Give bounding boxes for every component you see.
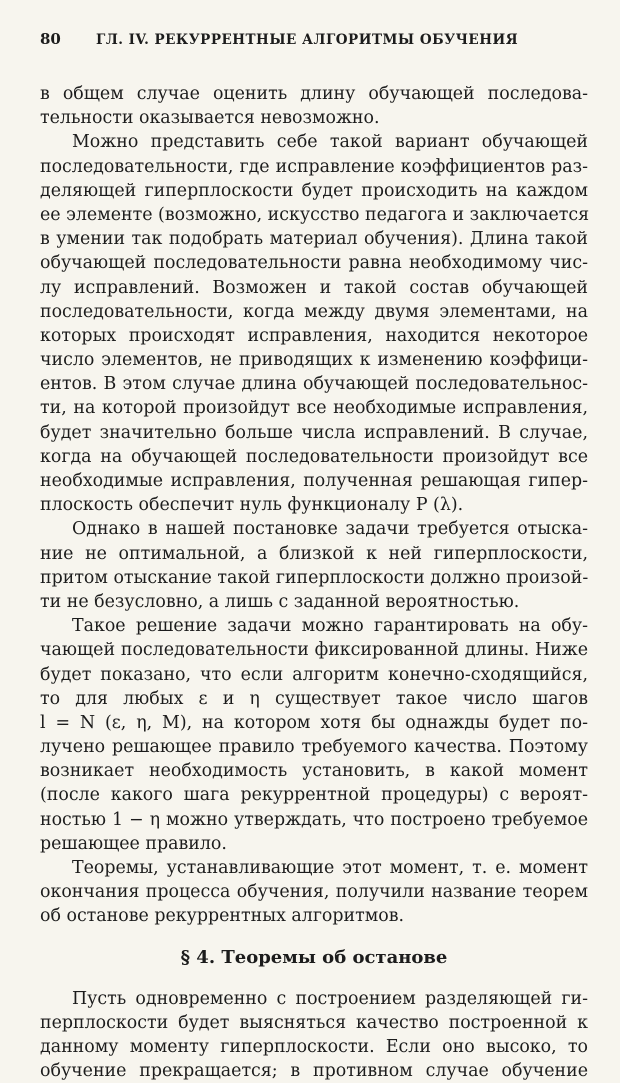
text-line: об останове рекуррентных алгоритмов. — [40, 906, 405, 927]
text-line: ние не оптимальной, а близкой к ней гиперплоскости, — [40, 543, 588, 564]
text-line: перплоскости будет выясняться качество построенной к — [40, 1012, 588, 1033]
text-line: когда на обучающей последовательности произойдут все — [40, 446, 588, 467]
text-line: (после какого шага рекуррентной процедуры) с вероят- — [40, 785, 588, 806]
text-line: плоскость обеспечит нуль функционалу P (λ). — [40, 495, 464, 516]
paragraph — [40, 82, 588, 130]
text-line: данному моменту гиперплоскости. Если оно высоко, то — [40, 1036, 588, 1057]
text-line: последовательности, когда между двумя элементами, на — [40, 301, 588, 322]
paragraph — [40, 130, 588, 517]
text-line: ее элементе (возможно, искусство педагога и заключается — [40, 204, 590, 225]
text-line: решающее правило. — [40, 833, 227, 854]
text-line: Однако в нашей постановке задачи требуется отыска- — [72, 519, 588, 540]
text-line: будет значительно больше числа исправлений. В случае, — [40, 422, 588, 443]
text-line: обучающей последовательности равна необходимому чис- — [40, 253, 588, 274]
body-text — [40, 82, 588, 1083]
text-line: Такое решение задачи можно гарантировать на обу- — [72, 616, 588, 637]
paragraph — [40, 517, 588, 614]
text-line: число элементов, не приводящих к изменению коэффици- — [40, 350, 588, 371]
text-line: окончания процесса обучения, получили название теорем — [40, 882, 588, 903]
text-line: l = N (ε, η, M), на котором хотя бы однажды будет по- — [40, 712, 588, 733]
text-line: необходимые исправления, полученная решающая гипер- — [40, 471, 588, 491]
text-line: ностью 1 − η можно утверждать, что построено требуемое — [40, 809, 588, 830]
text-line: Можно представить себе такой вариант обучающей — [72, 132, 588, 153]
paragraph — [40, 614, 588, 856]
paragraph — [40, 856, 588, 929]
text-line: обучение прекращается; в противном случае обучение — [40, 1061, 588, 1082]
running-header — [40, 30, 588, 54]
text-line: чающей последовательности фиксированной длины. Ниже — [40, 640, 588, 661]
text-line: тельности оказывается невозможно. — [40, 108, 380, 129]
text-line: возникает необходимость установить, в какой момент — [40, 761, 588, 782]
text-line: в умении так подобрать материал обучения). Длина такой — [40, 229, 588, 250]
text-line: ти не безусловно, а лишь с заданной вероятностью. — [40, 591, 520, 612]
text-line: то для любых ε и η существует такое число шагов — [40, 688, 588, 709]
section-heading: § 4. Теоремы об останове — [180, 946, 448, 968]
text-line: которых происходят исправления, находится некоторое — [40, 325, 588, 346]
text-line: будет показано, что если алгоритм конечно-сходящийся, — [40, 664, 588, 685]
running-title: ГЛ. IV. РЕКУРРЕНТНЫЕ АЛГОРИТМЫ ОБУЧЕНИЯ — [96, 32, 519, 48]
text-line: в общем случае оценить длину обучающей последова- — [40, 84, 588, 104]
paragraph — [40, 987, 588, 1083]
text-line: притом отыскание такой гиперплоскости должно произой- — [40, 567, 589, 588]
text-line: деляющей гиперплоскости будет происходить на каждом — [40, 180, 588, 201]
text-line: Теоремы, устанавливающие этот момент, т. е. момент — [72, 858, 588, 878]
text-line: лу исправлений. Возможен и такой состав обучающей — [40, 277, 588, 298]
text-line: ентов. В этом случае длина обучающей последовательнос- — [40, 374, 588, 395]
text-line: последовательности, где исправление коэффициентов раз- — [40, 156, 588, 177]
text-line: Пусть одновременно с построением разделяющей ги- — [72, 988, 588, 1009]
text-line: лучено решающее правило требуемого качества. Поэтому — [40, 737, 588, 758]
text-line: ти, на которой произойдут все необходимые исправления, — [40, 398, 588, 419]
page-number: 80 — [40, 30, 61, 48]
